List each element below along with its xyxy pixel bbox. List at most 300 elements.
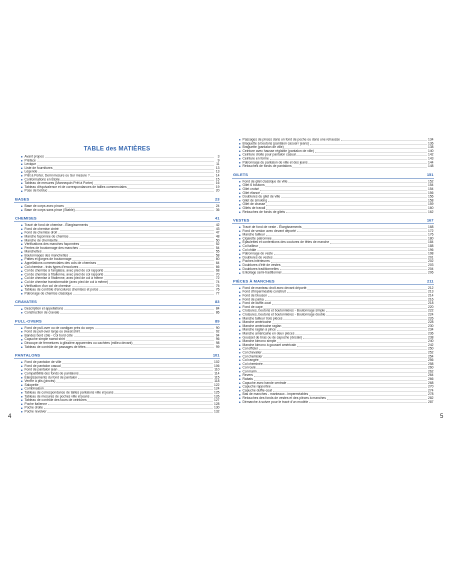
bullet-icon bbox=[21, 346, 23, 348]
bullet-icon bbox=[239, 348, 241, 350]
leader-dots bbox=[268, 296, 427, 297]
leader-dots bbox=[58, 371, 213, 372]
toc-entry-page: 9 bbox=[217, 158, 220, 163]
bullet-icon bbox=[21, 335, 23, 337]
leader-dots bbox=[286, 213, 427, 214]
toc-entry-label: Fond de pull-over large ou sweat shirt bbox=[24, 330, 80, 334]
leader-dots bbox=[274, 255, 427, 256]
bullet-icon bbox=[239, 211, 241, 213]
leader-dots bbox=[277, 331, 427, 332]
toc-entry-page: 180 bbox=[427, 236, 434, 241]
toc-entry-page: 234 bbox=[427, 328, 434, 332]
bullet-icon bbox=[21, 381, 23, 383]
bullet-icon bbox=[239, 265, 241, 267]
toc-entry-page: 148 bbox=[427, 164, 434, 169]
toc-entry-page: 77 bbox=[215, 291, 220, 296]
toc-entry-label: Prêt à Porter, Demi mesure ou Sur mesure ? bbox=[24, 173, 90, 178]
bullet-icon bbox=[239, 291, 241, 293]
toc-entry-page: 264 bbox=[427, 373, 434, 378]
toc-entry-page: 66 bbox=[215, 265, 220, 269]
bullet-icon bbox=[239, 367, 241, 369]
leader-dots bbox=[271, 262, 427, 263]
toc-entry-page: 242 bbox=[427, 343, 434, 347]
toc-entry-page: 250 bbox=[427, 347, 434, 351]
toc-entry-label: Poches intérieures bbox=[242, 259, 270, 264]
bullet-icon bbox=[21, 244, 23, 246]
toc-entry-page: 213 bbox=[427, 290, 434, 294]
toc-entry-label: Col chemisier bbox=[242, 354, 263, 359]
section-title: GILETS bbox=[233, 172, 249, 177]
bullet-icon bbox=[21, 339, 23, 341]
toc-entry-page: 144 bbox=[427, 160, 434, 165]
bullet-icon bbox=[239, 352, 241, 354]
toc-entry-label: Patronnage de veste bbox=[242, 252, 273, 256]
toc-entry-label: Tracé de fond de chemise - Élargissements bbox=[24, 223, 88, 228]
leader-dots bbox=[303, 228, 427, 229]
leader-dots bbox=[326, 312, 427, 313]
bullet-icon bbox=[21, 251, 23, 253]
toc-entry-page: 201 bbox=[427, 255, 434, 260]
bullet-icon bbox=[239, 375, 241, 377]
toc-entry-label: Croisures, boutons et boutonnières - Boutonnage double bbox=[242, 312, 326, 317]
leader-dots bbox=[88, 401, 213, 402]
toc-entry-label: Capuche simple sweat shirt bbox=[24, 337, 65, 342]
toc-entry-label: Braguette (pantalon de ville) bbox=[242, 145, 284, 150]
toc-entry-label: Tableau de contrôle d'encolures chemises et polos bbox=[24, 288, 99, 292]
toc-entry-page: 102 bbox=[213, 360, 220, 365]
bullet-icon bbox=[21, 236, 23, 238]
bullet-icon bbox=[21, 160, 23, 162]
leader-dots bbox=[254, 376, 427, 377]
toc-entry-label: Col châle bbox=[242, 248, 257, 252]
bullet-icon bbox=[239, 333, 241, 335]
bullet-icon bbox=[239, 249, 241, 251]
toc-entry-page: 214 bbox=[427, 294, 434, 298]
leader-dots bbox=[73, 294, 213, 295]
toc-entry-label: Doublures de vestes bbox=[242, 255, 273, 260]
bullet-icon bbox=[239, 303, 241, 305]
leader-dots bbox=[37, 165, 213, 166]
toc-entry-page: 11 bbox=[216, 162, 220, 167]
toc-entry-label: Col officier bbox=[242, 347, 259, 351]
leader-dots bbox=[265, 300, 427, 301]
toc-entry-label: Démarche à suivre pour le tracé d'un modèle bbox=[242, 400, 309, 404]
leader-dots bbox=[282, 327, 427, 328]
toc-entry-label: Liste de fournitures bbox=[24, 166, 53, 170]
bullet-icon bbox=[239, 151, 241, 153]
toc-entry-label: Fond de gilet classique de ville bbox=[242, 179, 288, 184]
toc-entry-page: 203 bbox=[427, 263, 434, 268]
leader-dots bbox=[64, 310, 213, 311]
toc-entry-page: 96 bbox=[215, 337, 220, 342]
bullet-icon bbox=[239, 154, 241, 156]
bullet-icon bbox=[21, 396, 23, 398]
section-header bbox=[232, 279, 434, 285]
toc-entry-page: 14 bbox=[215, 173, 220, 178]
toc-entry-label: Gilet 6 boutons bbox=[242, 183, 265, 188]
toc-entry-label: Fond de pantalon jean bbox=[24, 368, 58, 372]
toc-entry-label: Gilet élancé bbox=[242, 191, 260, 195]
toc-entry-label: Col chevalier bbox=[242, 350, 262, 355]
toc-entry-label: Gilet de smoking bbox=[242, 198, 268, 203]
toc-entry-label: Fond de cape bbox=[242, 305, 263, 309]
toc-entry-page: 224 bbox=[427, 312, 434, 317]
leader-dots bbox=[277, 342, 427, 343]
bullet-icon bbox=[239, 238, 241, 240]
toc-entry-label: Découpe de fermetures à glissière apparentes ou cachées (milieu devant) bbox=[24, 341, 133, 345]
bullet-icon bbox=[239, 268, 241, 270]
page-number-left: 4 bbox=[8, 414, 12, 420]
bullet-icon bbox=[21, 377, 23, 379]
toc-entry-label: Fond de veston avec devant déporté bbox=[242, 229, 297, 233]
bullet-icon bbox=[239, 398, 241, 400]
leader-dots bbox=[65, 207, 214, 208]
leader-dots bbox=[327, 399, 427, 400]
leader-dots bbox=[114, 393, 213, 394]
toc-entry-page: 55 bbox=[215, 250, 220, 254]
toc-entry bbox=[232, 271, 434, 275]
bullet-icon bbox=[239, 401, 241, 403]
right-page bbox=[232, 138, 434, 404]
toc-entry-page: 228 bbox=[427, 320, 434, 325]
toc-entry-page: 13 bbox=[215, 166, 220, 170]
toc-entry-page: 94 bbox=[215, 333, 220, 338]
toc-entry-page: 176 bbox=[427, 233, 434, 237]
bullet-icon bbox=[239, 386, 241, 388]
section-title: CRAVATES bbox=[15, 299, 37, 305]
toc-entry-page: 152 bbox=[427, 179, 434, 184]
toc-entry-page: 20 bbox=[215, 189, 220, 193]
toc-entry-page: 156 bbox=[427, 195, 434, 199]
leader-dots bbox=[95, 329, 214, 330]
bullet-icon bbox=[21, 232, 23, 234]
bullet-icon bbox=[239, 272, 241, 274]
toc-entry-page: 48 bbox=[215, 234, 220, 239]
leader-dots bbox=[272, 388, 427, 389]
leader-dots bbox=[90, 397, 213, 398]
toc-entry-page: 230 bbox=[427, 324, 434, 328]
leader-dots bbox=[59, 241, 214, 242]
toc-entry-label: Bandes bord côte - Col bord côte bbox=[24, 333, 73, 338]
leader-dots bbox=[89, 226, 214, 227]
leader-dots bbox=[104, 272, 213, 273]
toc-entry-page: 252 bbox=[427, 350, 434, 355]
toc-entry-page: 238 bbox=[427, 335, 434, 340]
toc-entry-label: Tracé de fond de veste - Élargissements bbox=[242, 225, 302, 230]
toc-entry-label: Col de chemise transformable (avec pied de col à même) bbox=[24, 280, 109, 285]
section-page: 83 bbox=[215, 299, 220, 305]
leader-dots bbox=[76, 211, 214, 212]
bullet-icon bbox=[239, 382, 241, 384]
bullet-icon bbox=[21, 255, 23, 257]
leader-dots bbox=[54, 169, 214, 170]
bullet-icon bbox=[21, 225, 23, 227]
leader-dots bbox=[287, 384, 427, 385]
toc-entry-label: Base de corps avec pinces bbox=[24, 204, 64, 208]
leader-dots bbox=[87, 348, 214, 349]
toc-entry-page: 204 bbox=[427, 267, 434, 271]
leader-dots bbox=[326, 315, 427, 316]
toc-entry-page: 254 bbox=[427, 354, 434, 359]
bullet-icon bbox=[239, 318, 241, 320]
section-title: PANTALONS bbox=[15, 353, 41, 358]
toc-entry-page: 236 bbox=[427, 331, 434, 336]
toc-entry bbox=[14, 189, 220, 193]
leader-dots bbox=[69, 237, 213, 238]
toc-entry-label: Col de chemise à l'italienne, avec pied de col rapporté bbox=[24, 272, 104, 277]
bullet-icon bbox=[21, 400, 23, 402]
toc-entry-page: 220 bbox=[427, 305, 434, 309]
toc-entry-page: 140 bbox=[427, 149, 434, 153]
toc-entry-label: Fond de manteau droit avec devant déporté bbox=[242, 286, 307, 290]
toc-entry-label: Poche italienne bbox=[24, 402, 48, 406]
bullet-icon bbox=[239, 230, 241, 232]
section-title: PULL-OVERS bbox=[15, 318, 42, 324]
section-header bbox=[14, 353, 220, 359]
bullet-icon bbox=[21, 282, 23, 284]
bullet-icon bbox=[21, 171, 23, 173]
leader-dots bbox=[80, 245, 213, 246]
toc-entry-label: Passages de pinces dans un fond de poche ou dans une rehausse bbox=[242, 138, 341, 142]
toc-entry-page: 212 bbox=[427, 286, 434, 290]
toc-entry-label: Épaulettes et contentions des coutures de têtes de manche bbox=[242, 240, 330, 245]
leader-dots bbox=[268, 201, 427, 202]
toc-entry-label: Doublures d'été de vestes bbox=[242, 263, 281, 268]
bullet-icon bbox=[21, 247, 23, 249]
toc-entry-label: Fond de blouson bbox=[242, 294, 268, 298]
section-page: 41 bbox=[215, 216, 220, 221]
leader-dots bbox=[263, 353, 427, 354]
leader-dots bbox=[274, 258, 427, 259]
leader-dots bbox=[310, 144, 427, 145]
bullet-icon bbox=[239, 394, 241, 396]
leader-dots bbox=[282, 274, 427, 275]
toc-entry-label: Ventre à plis (pincés) bbox=[24, 379, 56, 384]
bullet-icon bbox=[239, 143, 241, 145]
toc-entry-page: 268 bbox=[427, 381, 434, 385]
toc-entry-label: Ceinture avec hausse réglable (pantalon de ville) bbox=[242, 149, 314, 153]
toc-entry-page: 158 bbox=[427, 198, 434, 203]
toc-entry-page: 222 bbox=[427, 309, 434, 313]
left-page bbox=[14, 145, 220, 414]
leader-dots bbox=[287, 293, 427, 294]
toc-entry-page: 76 bbox=[215, 288, 220, 292]
toc-entry-page: 130 bbox=[213, 406, 220, 410]
toc-entry-label: Entoilage semi-traditionnel bbox=[242, 271, 282, 275]
bullet-icon bbox=[239, 162, 241, 164]
leader-dots bbox=[266, 209, 427, 210]
toc-entry-label: Combinaison bbox=[24, 387, 44, 391]
toc-entry-label: Manche façonnée de chemise bbox=[24, 234, 69, 239]
bullet-icon bbox=[21, 168, 23, 170]
toc-entry-label: Salopette bbox=[24, 383, 39, 387]
section-header bbox=[14, 300, 220, 306]
toc-entry-page: 15 bbox=[215, 177, 220, 182]
bullet-icon bbox=[239, 371, 241, 373]
toc-entry-page: 184 bbox=[427, 240, 434, 245]
bullet-icon bbox=[21, 385, 23, 387]
section-title: PIÈCES À MANCHES bbox=[233, 278, 275, 284]
toc-entry-label: Revers bbox=[242, 373, 253, 378]
toc-entry-page: 42 bbox=[215, 223, 220, 228]
toc-entry-label: Manche kimono simple bbox=[242, 339, 277, 344]
toc-entry-page: 226 bbox=[427, 316, 434, 321]
bullet-icon bbox=[21, 240, 23, 242]
leader-dots bbox=[47, 412, 213, 413]
leader-dots bbox=[48, 192, 213, 193]
bullet-icon bbox=[21, 362, 23, 364]
toc-entry-label: Manche américaine bbox=[242, 320, 272, 325]
section-header bbox=[14, 216, 220, 222]
toc-entry-page: 127 bbox=[213, 398, 220, 403]
bullet-icon bbox=[21, 388, 23, 390]
toc-entry-page: 172 bbox=[427, 229, 434, 233]
leader-dots bbox=[74, 336, 214, 337]
bullet-icon bbox=[239, 310, 241, 312]
toc-entry-page: 260 bbox=[427, 366, 434, 370]
toc-entry-page: 282 bbox=[427, 396, 434, 401]
leader-dots bbox=[282, 266, 427, 267]
leader-dots bbox=[104, 279, 213, 280]
continued-entry-list bbox=[232, 138, 434, 168]
toc-entry-label: Tableau de mesures (Mannequin Prêt à Porter) bbox=[24, 181, 94, 186]
bullet-icon bbox=[239, 227, 241, 229]
bullet-icon bbox=[239, 379, 241, 381]
toc-entry-page: 278 bbox=[427, 392, 434, 397]
toc-entry-page: 256 bbox=[427, 358, 434, 363]
section-page: 211 bbox=[427, 278, 434, 284]
bullet-icon bbox=[21, 175, 23, 177]
leader-dots bbox=[309, 163, 427, 164]
bullet-icon bbox=[239, 234, 241, 236]
toc-entry-page: 75 bbox=[215, 284, 220, 288]
leader-dots bbox=[97, 264, 213, 265]
toc-entry-label: Appellations commerciales des cols de chemises bbox=[24, 261, 97, 266]
leader-dots bbox=[80, 374, 214, 375]
bullet-icon bbox=[21, 270, 23, 272]
toc-entry-page: 134 bbox=[427, 138, 434, 142]
toc-entry-label: Patronage de chemise classique bbox=[24, 291, 73, 296]
toc-entry-label: Col cheminée bbox=[242, 362, 263, 366]
leader-dots bbox=[330, 243, 427, 244]
leader-dots bbox=[39, 386, 213, 387]
toc-entry-label: Lexique bbox=[24, 162, 37, 167]
toc-entry-page: 159 bbox=[427, 202, 434, 207]
bullet-icon bbox=[21, 392, 23, 394]
toc-entry-label: Fond de pantalon casual bbox=[24, 364, 61, 368]
toc-entry-label: Croisures, boutons et boutonnières - Boutonnage simple bbox=[242, 309, 325, 313]
leader-dots bbox=[259, 247, 427, 248]
toc-entry-page: 106 bbox=[213, 364, 220, 368]
leader-dots bbox=[56, 382, 213, 383]
toc-entry-label: Tableau de mesures de poches ville et jeans bbox=[24, 394, 90, 399]
leader-dots bbox=[258, 372, 427, 373]
leader-dots bbox=[78, 378, 213, 379]
bullet-icon bbox=[239, 288, 241, 290]
bullet-icon bbox=[239, 253, 241, 255]
toc-entry-label: Retouches de fonds de pantalons bbox=[242, 164, 292, 169]
left-section-list bbox=[14, 197, 220, 414]
toc-entry-label: Manche tailleur bbox=[242, 233, 265, 237]
toc-entry-label: Col marin bbox=[242, 369, 257, 374]
toc-entry-page: 196 bbox=[427, 248, 434, 252]
toc-entry-page: 98 bbox=[215, 341, 220, 345]
toc-entry-page: 125 bbox=[213, 390, 220, 395]
toc-entry-page: 162 bbox=[427, 210, 434, 214]
toc-entry-page: 270 bbox=[427, 385, 434, 389]
toc-entry-page: 274 bbox=[427, 388, 434, 393]
bullet-icon bbox=[21, 179, 23, 181]
toc-entry-page: 114 bbox=[214, 371, 220, 376]
toc-entry-label: Bas de manches - manteaux - imperméables bbox=[242, 392, 309, 397]
leader-dots bbox=[266, 205, 427, 206]
toc-entry-page: 206 bbox=[427, 271, 434, 275]
toc-entry-page: 202 bbox=[427, 259, 434, 264]
toc-entry-label: Conformations en Étoile bbox=[24, 177, 60, 182]
toc-entry-label: Capuche rapportée bbox=[242, 385, 271, 389]
toc-entry-page: 188 bbox=[427, 244, 434, 249]
leader-dots bbox=[43, 253, 214, 254]
leader-dots bbox=[263, 357, 427, 358]
leader-dots bbox=[45, 157, 214, 158]
toc-entry-label: Manche tailleur trois pièces bbox=[242, 316, 283, 321]
toc-entry-page: 99 bbox=[215, 345, 220, 349]
leader-dots bbox=[48, 405, 213, 406]
toc-entry-label: Fond de pantalon de ville bbox=[24, 360, 62, 365]
bullet-icon bbox=[239, 200, 241, 202]
section-header bbox=[232, 218, 434, 224]
toc-entry-page: 287 bbox=[427, 400, 434, 404]
bullet-icon bbox=[239, 181, 241, 183]
bullet-icon bbox=[239, 314, 241, 316]
toc-entry-label: Préface bbox=[24, 158, 36, 163]
leader-dots bbox=[281, 197, 427, 198]
toc-entry-page: 90 bbox=[215, 326, 220, 330]
toc-entry-page: 110 bbox=[214, 368, 220, 372]
bullet-icon bbox=[21, 209, 23, 211]
section-page: 89 bbox=[215, 318, 220, 324]
toc-entry bbox=[232, 210, 434, 214]
toc-entry-page: 70 bbox=[215, 272, 220, 277]
toc-entry-page: 92 bbox=[215, 330, 220, 334]
leader-dots bbox=[295, 334, 427, 335]
toc-entry-label: Fond de duffle-coat bbox=[242, 301, 271, 306]
bullet-icon bbox=[239, 307, 241, 309]
toc-entry-page: 84 bbox=[215, 307, 220, 311]
toc-entry-page: 36 bbox=[215, 208, 220, 212]
toc-entry-label: Retouches des fonds de vestes et des pièces à manches bbox=[242, 396, 326, 401]
toc-entry-page: 142 bbox=[427, 153, 434, 157]
toc-entry-label: Avant propos bbox=[24, 155, 44, 159]
bullet-icon bbox=[239, 185, 241, 187]
bullet-icon bbox=[21, 366, 23, 368]
bullet-icon bbox=[21, 190, 23, 192]
toc-entry-page: 16 bbox=[215, 181, 220, 186]
toc-entry-label: Fond d'imperméable construit bbox=[242, 290, 286, 294]
leader-dots bbox=[283, 319, 427, 320]
toc-entry-label: Manche américaine raglan bbox=[242, 324, 282, 328]
leader-dots bbox=[109, 283, 213, 284]
leader-dots bbox=[266, 236, 427, 237]
bullet-icon bbox=[239, 257, 241, 259]
leader-dots bbox=[62, 367, 213, 368]
toc-entry-page: 266 bbox=[427, 377, 434, 382]
toc-entry-label: Fentes de boutonnage des manches bbox=[24, 246, 79, 250]
bullet-icon bbox=[21, 312, 23, 314]
toc-entry-label: Tableau de correspondance de tailles pantalons ville et jeans bbox=[24, 390, 114, 395]
bullet-icon bbox=[21, 369, 23, 371]
leader-dots bbox=[260, 190, 427, 191]
